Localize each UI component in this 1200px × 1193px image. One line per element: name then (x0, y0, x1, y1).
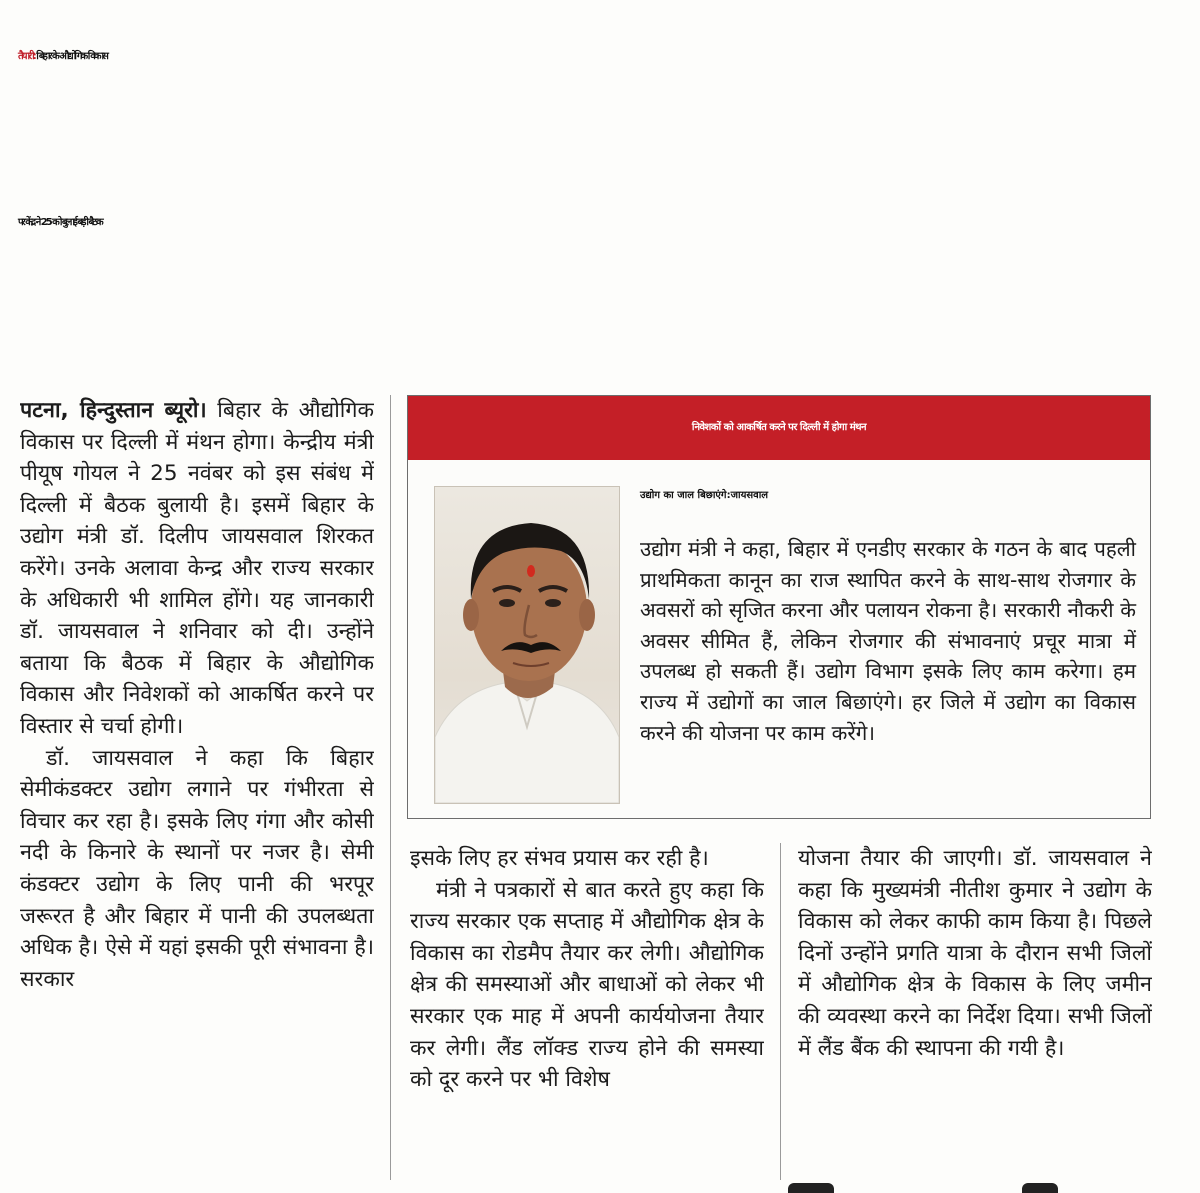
article-column-2 (410, 843, 764, 1185)
column-divider (780, 843, 781, 1180)
headline-line-1-text: बिहार के औद्योगिक विकास (36, 51, 107, 62)
article-paragraph-2: डॉ. जायसवाल ने कहा कि बिहार सेमीकंडक्टर उद्योग लगाने पर गंभीरता से विचार कर रहा है। इसके लिए गंगा और कोसी नदी के किनारे के स्थानों पर नजर है। सेमी कंडक्टर उद्योग के लिए पानी की भरपूर जरूरत है और बिहार में पानी की उपलब्धता अधिक है। ऐसे में यहां इसकी पूरी संभावना है। सरकार (20, 745, 374, 992)
sidebar-subhead: उद्योग का जाल बिछाएंगे:जायसवाल (640, 490, 769, 501)
sidebar-banner: निवेशकों को आकर्षित करने पर दिल्ली में होगा मंथन (408, 396, 1150, 460)
article-paragraph-5: योजना तैयार की जाएगी। डॉ. जायसवाल ने कहा कि मुख्यमंत्री नीतीश कुमार ने उद्योग के विकास को लेकर काफी काम किया है। पिछले दिनों उन्होंने प्रगति यात्रा के दौरान सभी जिलों में औद्योगिक क्षेत्र के विकास के लिए जमीन की व्यवस्था करने का निर्देश दिया। सभी जिलों में लैंड बैंक की स्थापना की गयी है। (798, 846, 1152, 1061)
page-edge-mark (1022, 1183, 1058, 1193)
article-paragraph-4: मंत्री ने पत्रकारों से बात करते हुए कहा कि राज्य सरकार एक सप्ताह में औद्योगिक क्षेत्र के विकास का रोडमैप तैयार कर लेगी। औद्योगिक क्षेत्र की समस्याओं और बाधाओं को लेकर भी सरकार एक माह में अपनी कार्ययोजना तैयार कर लेगी। लैंड लॉक्ड राज्य होने की समस्या को दूर करने पर भी विशेष (410, 877, 764, 1093)
portrait-image (435, 487, 619, 803)
sidebar-paragraph: उद्योग मंत्री ने कहा, बिहार में एनडीए सरकार के गठन के बाद पहली प्राथमिकता कानून का राज स्थापित करने के साथ-साथ रोजगार के अवसरों को सृजित करना और पलायन रोकना है। सरकारी नौकरी के अवसर सीमित हैं, लेकिन रोजगार की संभावनाएं प्रचूर मात्रा में उपलब्ध हो सकती हैं। उद्योग विभाग इसके लिए काम करेगा। हम राज्य में उद्योगों का जाल बिछाएंगे। हर जिले में उद्योग का विकास करने की योजना पर काम करेंगे। (640, 537, 1136, 745)
article-column-1 (20, 395, 374, 1185)
page-edge-mark (788, 1183, 834, 1193)
column-divider (390, 395, 391, 1180)
sidebar-box (407, 395, 1151, 819)
headline-line-1 (18, 52, 1188, 62)
sidebar-text (640, 534, 1136, 748)
article-paragraph-3: इसके लिए हर संभव प्रयास कर रही है। (410, 846, 709, 871)
article-paragraph-1: बिहार के औद्योगिक विकास पर दिल्ली में मंथन होगा। केन्द्रीय मंत्री पीयूष गोयल ने 25 नवंबर को इस संबंध में दिल्ली में बैठक बुलायी है। इसमें बिहार के उद्योग मंत्री डॉ. दिलीप जायसवाल शिरकत करेंगे। उनके अलावा केन्द्र और राज्य सरकार के अधिकारी भी शामिल होंगे। यह जानकारी डॉ. जायसवाल ने शनिवार को दी। उन्होंने बताया कि बैठक में बिहार के औद्योगिक विकास और निवेशकों को आकर्षित करने पर विस्तार से चर्चा होगी। (20, 398, 374, 739)
dateline: पटना, हिन्दुस्तान ब्यूरो। (20, 398, 207, 423)
headline-prefix: तैयारी: (18, 51, 35, 62)
article-column-3 (798, 843, 1152, 1185)
minister-photo (434, 486, 620, 804)
headline-line-2: पर केंद्र ने 25 को बुलाई बड़ी बैठक (18, 217, 102, 228)
